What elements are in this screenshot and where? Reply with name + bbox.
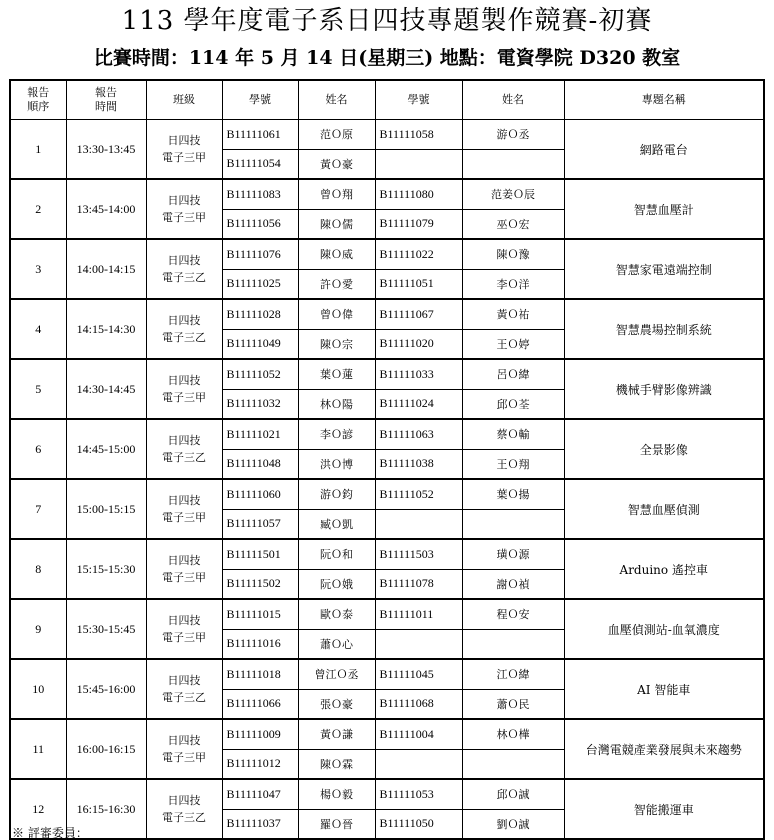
project-title-cell: 智能搬運車 <box>564 779 764 839</box>
time-cell: 14:15-14:30 <box>66 299 146 359</box>
student-id-cell: B11111024 <box>375 389 462 419</box>
student-id-cell: B11111066 <box>222 689 298 719</box>
project-title-cell: 血壓偵測站-血氧濃度 <box>564 599 764 659</box>
order-cell: 4 <box>10 299 66 359</box>
project-title-cell: 網路電台 <box>564 120 764 180</box>
student-name-cell: 游Ｏ丞 <box>462 120 564 150</box>
student-id-cell: B11111056 <box>222 209 298 239</box>
project-title-cell: 機械手臂影像辨識 <box>564 359 764 419</box>
header-project: 專題名稱 <box>564 80 764 120</box>
class-section: 電子三乙 <box>162 451 206 464</box>
student-id-cell: B11111054 <box>222 149 298 179</box>
time-cell: 13:30-13:45 <box>66 120 146 180</box>
class-cell <box>146 719 222 779</box>
student-name-cell: 璜Ｏ源 <box>462 539 564 569</box>
student-id-cell <box>375 629 462 659</box>
student-id-cell: B11111004 <box>375 719 462 749</box>
student-name-cell: 陳Ｏ霖 <box>298 749 375 779</box>
class-section: 電子三乙 <box>162 271 206 284</box>
student-id-cell: B11111038 <box>375 449 462 479</box>
student-id-cell: B11111020 <box>375 329 462 359</box>
student-id-cell: B11111063 <box>375 419 462 449</box>
student-name-cell: 阮Ｏ和 <box>298 539 375 569</box>
student-name-cell: 江Ｏ緯 <box>462 659 564 689</box>
student-id-cell: B11111076 <box>222 239 298 269</box>
class-program: 日四技 <box>167 494 201 507</box>
class-section: 電子三甲 <box>162 151 206 164</box>
table-body <box>10 120 764 840</box>
table-row <box>10 419 764 449</box>
student-id-cell: B11111079 <box>375 209 462 239</box>
student-id-cell: B11111018 <box>222 659 298 689</box>
class-program: 日四技 <box>167 314 201 327</box>
schedule-subtitle: 比賽時間：114 年 5 月 14 日(星期三) 地點：電資學院 D320 教室 <box>93 47 681 69</box>
table-row <box>10 779 764 809</box>
class-program: 日四技 <box>167 554 201 567</box>
page-title: 113 學年度電子系日四技專題製作競賽-初賽 <box>121 6 653 36</box>
table-row <box>10 599 764 629</box>
project-title-cell: 智慧農場控制系統 <box>564 299 764 359</box>
header-time-line1: 報告 <box>95 86 117 99</box>
student-name-cell: 邱Ｏ誠 <box>462 779 564 809</box>
class-cell <box>146 539 222 599</box>
student-name-cell: 黃Ｏ豪 <box>298 149 375 179</box>
competition-schedule-table <box>9 79 765 840</box>
time-cell: 15:30-15:45 <box>66 599 146 659</box>
table-row <box>10 539 764 569</box>
student-id-cell: B11111061 <box>222 120 298 150</box>
class-section: 電子三甲 <box>162 211 206 224</box>
class-cell <box>146 419 222 479</box>
time-cell: 15:45-16:00 <box>66 659 146 719</box>
class-section: 電子三甲 <box>162 391 206 404</box>
student-name-cell: 陳Ｏ威 <box>298 239 375 269</box>
student-id-cell: B11111021 <box>222 419 298 449</box>
project-title-cell: 台灣電競產業發展與未來趨勢 <box>564 719 764 779</box>
class-program: 日四技 <box>167 674 201 687</box>
order-cell: 6 <box>10 419 66 479</box>
class-cell <box>146 779 222 839</box>
class-program: 日四技 <box>167 254 201 267</box>
student-name-cell: 張Ｏ豪 <box>298 689 375 719</box>
header-name2: 姓名 <box>462 80 564 120</box>
header-id2: 學號 <box>375 80 462 120</box>
student-id-cell: B11111060 <box>222 479 298 509</box>
student-name-cell: 阮Ｏ娥 <box>298 569 375 599</box>
student-id-cell: B11111503 <box>375 539 462 569</box>
class-cell <box>146 179 222 239</box>
table-row <box>10 179 764 209</box>
student-name-cell <box>462 629 564 659</box>
order-cell: 10 <box>10 659 66 719</box>
table-row <box>10 359 764 389</box>
student-id-cell: B11111052 <box>375 479 462 509</box>
order-cell: 5 <box>10 359 66 419</box>
time-cell: 16:00-16:15 <box>66 719 146 779</box>
header-name1: 姓名 <box>298 80 375 120</box>
student-name-cell: 歐Ｏ泰 <box>298 599 375 629</box>
table-header-row <box>10 80 764 120</box>
time-cell: 16:15-16:30 <box>66 779 146 839</box>
student-name-cell: 林Ｏ陽 <box>298 389 375 419</box>
order-cell: 7 <box>10 479 66 539</box>
order-cell: 9 <box>10 599 66 659</box>
student-id-cell: B11111012 <box>222 749 298 779</box>
student-id-cell: B11111050 <box>375 809 462 839</box>
project-title-cell: 全景影像 <box>564 419 764 479</box>
order-cell: 1 <box>10 120 66 180</box>
class-section: 電子三乙 <box>162 811 206 824</box>
student-id-cell: B11111032 <box>222 389 298 419</box>
student-id-cell: B11111080 <box>375 179 462 209</box>
student-name-cell: 羅Ｏ晉 <box>298 809 375 839</box>
student-id-cell: B11111045 <box>375 659 462 689</box>
student-id-cell: B11111037 <box>222 809 298 839</box>
student-name-cell <box>462 749 564 779</box>
student-name-cell: 陳Ｏ豫 <box>462 239 564 269</box>
student-id-cell: B11111502 <box>222 569 298 599</box>
header-id1: 學號 <box>222 80 298 120</box>
student-id-cell: B11111016 <box>222 629 298 659</box>
project-title-cell: 智慧血壓偵測 <box>564 479 764 539</box>
student-name-cell: 洪Ｏ博 <box>298 449 375 479</box>
class-program: 日四技 <box>167 134 201 147</box>
student-name-cell: 游Ｏ鈞 <box>298 479 375 509</box>
order-cell: 8 <box>10 539 66 599</box>
student-name-cell: 范姜Ｏ辰 <box>462 179 564 209</box>
table-row <box>10 239 764 269</box>
student-id-cell: B11111025 <box>222 269 298 299</box>
student-name-cell: 李Ｏ諺 <box>298 419 375 449</box>
student-id-cell: B11111078 <box>375 569 462 599</box>
time-cell: 13:45-14:00 <box>66 179 146 239</box>
class-cell <box>146 359 222 419</box>
student-name-cell: 范Ｏ原 <box>298 120 375 150</box>
table-row <box>10 659 764 689</box>
table-row <box>10 719 764 749</box>
order-cell: 12 <box>10 779 66 839</box>
student-name-cell: 黃Ｏ祐 <box>462 299 564 329</box>
header-order-line1: 報告 <box>27 86 50 99</box>
student-id-cell: B11111052 <box>222 359 298 389</box>
student-name-cell <box>462 149 564 179</box>
student-name-cell: 蔡Ｏ輸 <box>462 419 564 449</box>
class-cell <box>146 599 222 659</box>
time-cell: 14:00-14:15 <box>66 239 146 299</box>
student-id-cell: B11111501 <box>222 539 298 569</box>
time-cell: 14:45-15:00 <box>66 419 146 479</box>
project-title-cell: 智慧血壓計 <box>564 179 764 239</box>
class-cell <box>146 659 222 719</box>
class-section: 電子三甲 <box>162 751 206 764</box>
project-title-cell: 智慧家電遠端控制 <box>564 239 764 299</box>
project-title-cell: AI 智能車 <box>564 659 764 719</box>
header-order-line2: 順序 <box>27 100 50 113</box>
class-cell <box>146 299 222 359</box>
table-row <box>10 120 764 150</box>
student-id-cell: B11111083 <box>222 179 298 209</box>
student-id-cell: B11111028 <box>222 299 298 329</box>
student-id-cell: B11111051 <box>375 269 462 299</box>
student-name-cell: 楊Ｏ毅 <box>298 779 375 809</box>
student-name-cell: 邱Ｏ荃 <box>462 389 564 419</box>
student-id-cell: B11111058 <box>375 120 462 150</box>
table-row <box>10 299 764 329</box>
student-id-cell: B11111049 <box>222 329 298 359</box>
student-name-cell: 陳Ｏ宗 <box>298 329 375 359</box>
time-cell: 14:30-14:45 <box>66 359 146 419</box>
student-name-cell: 曾江Ｏ丞 <box>298 659 375 689</box>
class-program: 日四技 <box>167 434 201 447</box>
class-program: 日四技 <box>167 734 201 747</box>
student-id-cell: B11111011 <box>375 599 462 629</box>
class-program: 日四技 <box>167 794 201 807</box>
student-id-cell <box>375 509 462 539</box>
student-name-cell <box>462 509 564 539</box>
class-cell <box>146 239 222 299</box>
order-cell: 11 <box>10 719 66 779</box>
student-name-cell: 黃Ｏ謙 <box>298 719 375 749</box>
order-cell: 3 <box>10 239 66 299</box>
student-name-cell: 程Ｏ安 <box>462 599 564 629</box>
student-id-cell: B11111015 <box>222 599 298 629</box>
student-id-cell: B11111057 <box>222 509 298 539</box>
student-name-cell: 曾Ｏ偉 <box>298 299 375 329</box>
student-name-cell: 許Ｏ愛 <box>298 269 375 299</box>
student-id-cell <box>375 749 462 779</box>
table-row <box>10 479 764 509</box>
student-name-cell: 王Ｏ婷 <box>462 329 564 359</box>
student-id-cell: B11111048 <box>222 449 298 479</box>
class-section: 電子三乙 <box>162 331 206 344</box>
time-cell: 15:00-15:15 <box>66 479 146 539</box>
class-program: 日四技 <box>167 194 201 207</box>
student-id-cell: B11111022 <box>375 239 462 269</box>
header-class: 班級 <box>146 80 222 120</box>
student-name-cell: 呂Ｏ緯 <box>462 359 564 389</box>
student-name-cell: 巫Ｏ宏 <box>462 209 564 239</box>
class-section: 電子三甲 <box>162 631 206 644</box>
project-title-cell: Arduino 遙控車 <box>564 539 764 599</box>
student-name-cell: 臧Ｏ凱 <box>298 509 375 539</box>
footnote: ※ 評審委員： <box>12 826 88 840</box>
student-name-cell: 蕭Ｏ民 <box>462 689 564 719</box>
student-id-cell: B11111009 <box>222 719 298 749</box>
student-id-cell: B11111047 <box>222 779 298 809</box>
student-name-cell: 王Ｏ翔 <box>462 449 564 479</box>
header-time <box>66 80 146 120</box>
student-id-cell <box>375 149 462 179</box>
student-name-cell: 謝Ｏ禎 <box>462 569 564 599</box>
class-section: 電子三乙 <box>162 691 206 704</box>
time-cell: 15:15-15:30 <box>66 539 146 599</box>
class-program: 日四技 <box>167 374 201 387</box>
class-cell <box>146 479 222 539</box>
student-name-cell: 李Ｏ洋 <box>462 269 564 299</box>
student-name-cell: 葉Ｏ蓮 <box>298 359 375 389</box>
student-name-cell: 陳Ｏ儒 <box>298 209 375 239</box>
header-order <box>10 80 66 120</box>
order-cell: 2 <box>10 179 66 239</box>
class-section: 電子三甲 <box>162 571 206 584</box>
student-name-cell: 劉Ｏ誠 <box>462 809 564 839</box>
student-id-cell: B11111033 <box>375 359 462 389</box>
student-name-cell: 林Ｏ樺 <box>462 719 564 749</box>
student-name-cell: 蕭Ｏ心 <box>298 629 375 659</box>
student-id-cell: B11111053 <box>375 779 462 809</box>
class-cell <box>146 120 222 180</box>
student-id-cell: B11111068 <box>375 689 462 719</box>
class-section: 電子三甲 <box>162 511 206 524</box>
student-name-cell: 曾Ｏ翔 <box>298 179 375 209</box>
student-name-cell: 葉Ｏ揚 <box>462 479 564 509</box>
class-program: 日四技 <box>167 614 201 627</box>
header-time-line2: 時間 <box>95 100 117 113</box>
student-id-cell: B11111067 <box>375 299 462 329</box>
